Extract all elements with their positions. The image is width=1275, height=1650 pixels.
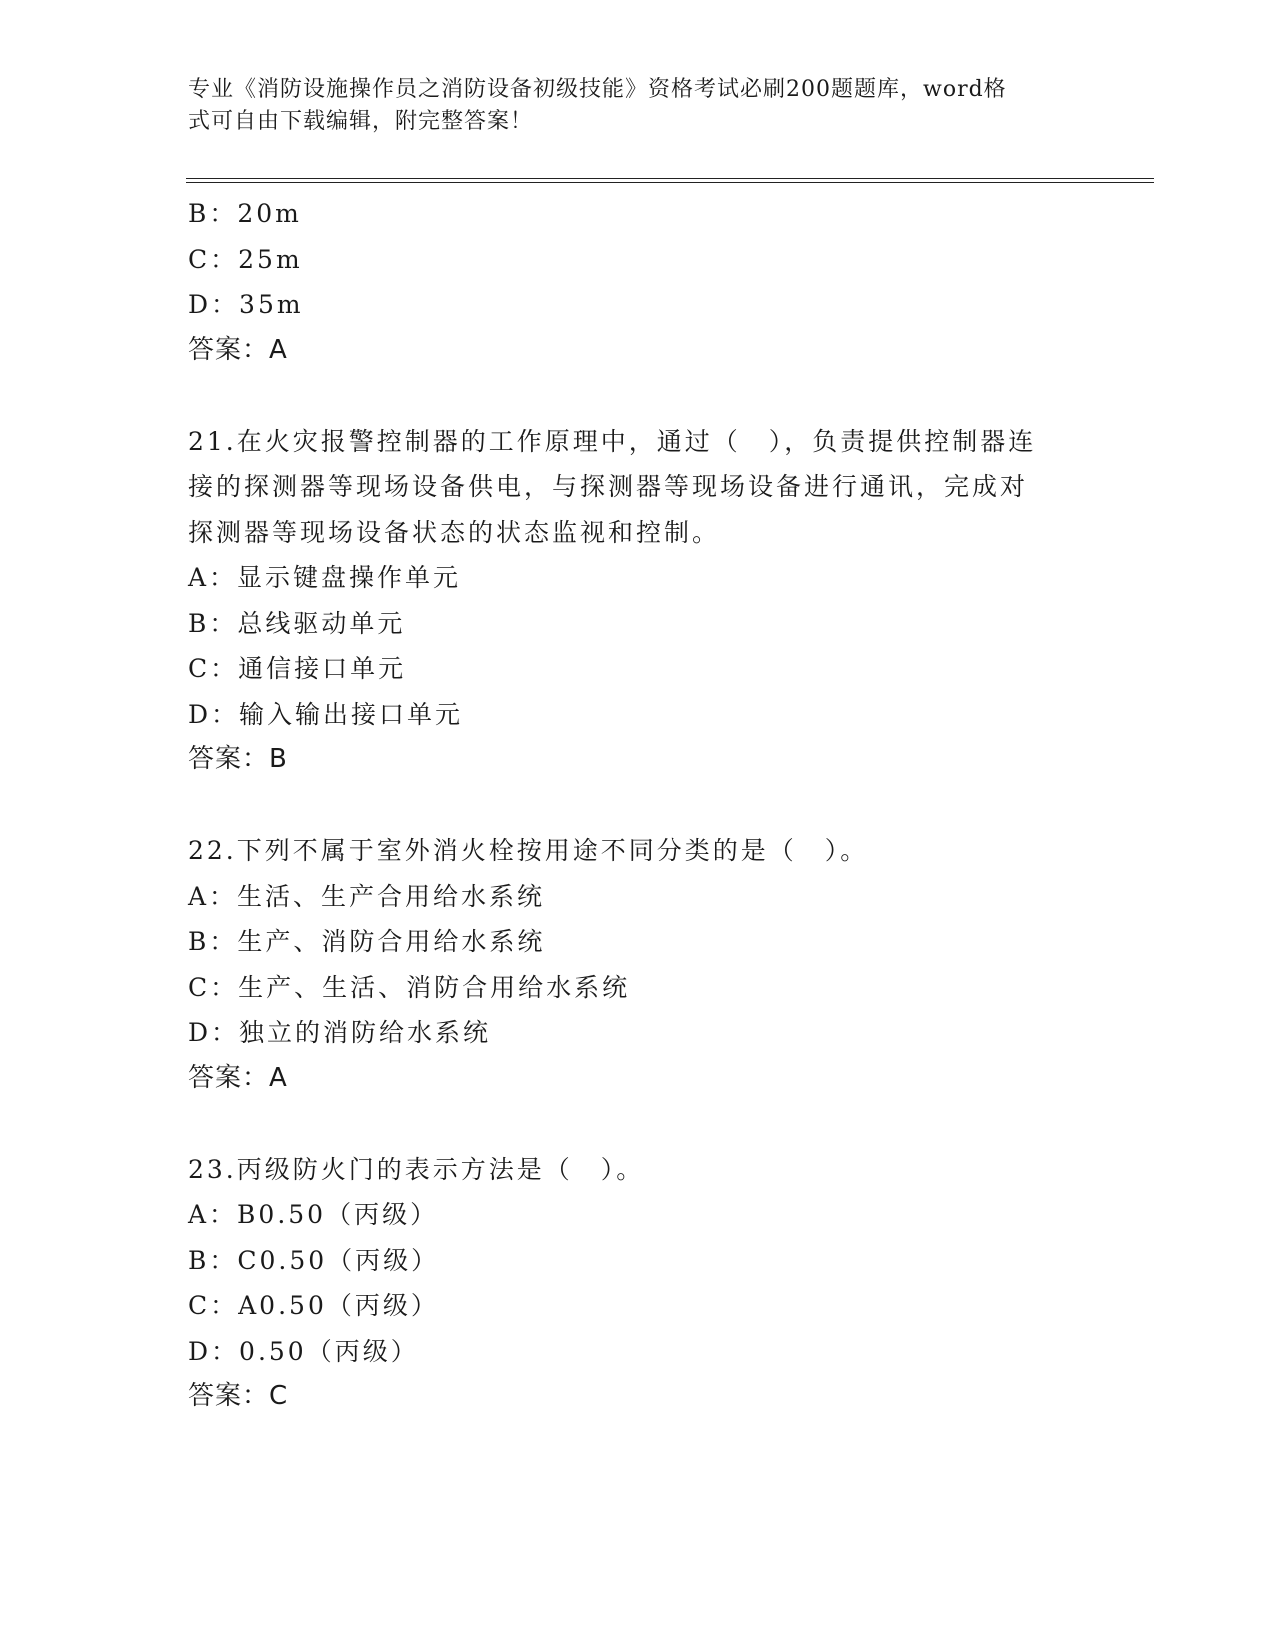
option-b: B：20m (188, 199, 302, 228)
previous-question-tail (188, 191, 1088, 373)
option-d: D：35m (188, 290, 304, 319)
header-divider-top (186, 178, 1154, 179)
option-a: A：B0.50（丙级） (188, 1200, 439, 1229)
question-21 (188, 419, 1088, 783)
question-22 (188, 828, 1088, 1101)
answer-line: 答案：C (188, 1381, 289, 1411)
question-stem-line: 22.下列不属于室外消火栓按用途不同分类的是（ ）。 (188, 836, 869, 865)
answer-line: 答案：A (188, 334, 288, 365)
document-header (188, 74, 1068, 138)
header-line-2: 式可自由下载编辑，附完整答案！ (188, 109, 534, 134)
option-d: D：0.50（丙级） (188, 1336, 419, 1366)
question-stem-line: 21.在火灾报警控制器的工作原理中，通过（ ），负责提供控制器连 (188, 426, 1037, 456)
option-b: B：总线驱动单元 (188, 608, 406, 638)
spacer (188, 1101, 1088, 1147)
option-a: A：生活、生产合用给水系统 (188, 881, 546, 911)
spacer (188, 783, 1088, 829)
document-body (188, 191, 1088, 1420)
option-d: D：输入输出接口单元 (188, 699, 464, 729)
header-line-1: 专业《消防设施操作员之消防设备初级技能》资格考试必刷200题题库，word格 (188, 77, 1007, 102)
option-a: A：显示键盘操作单元 (188, 563, 462, 592)
option-b: B：C0.50（丙级） (188, 1245, 440, 1275)
option-c: C：25m (188, 244, 303, 274)
question-stem-line: 接的探测器等现场设备供电，与探测器等现场设备进行通讯，完成对 (188, 472, 1029, 501)
question-stem-line: 23.丙级防火门的表示方法是（ ）。 (188, 1154, 645, 1184)
option-d: D：独立的消防给水系统 (188, 1018, 492, 1047)
question-stem-line: 探测器等现场设备状态的状态监视和控制。 (188, 517, 721, 547)
option-c: C：生产、生活、消防合用给水系统 (188, 972, 631, 1002)
answer-line: 答案：A (188, 1062, 288, 1093)
spacer (188, 373, 1088, 419)
question-23 (188, 1147, 1088, 1420)
option-c: C：A0.50（丙级） (188, 1291, 439, 1320)
answer-line: 答案：B (188, 744, 288, 774)
header-divider-bottom (186, 182, 1154, 183)
option-b: B：生产、消防合用给水系统 (188, 927, 546, 956)
option-c: C：通信接口单元 (188, 654, 407, 683)
